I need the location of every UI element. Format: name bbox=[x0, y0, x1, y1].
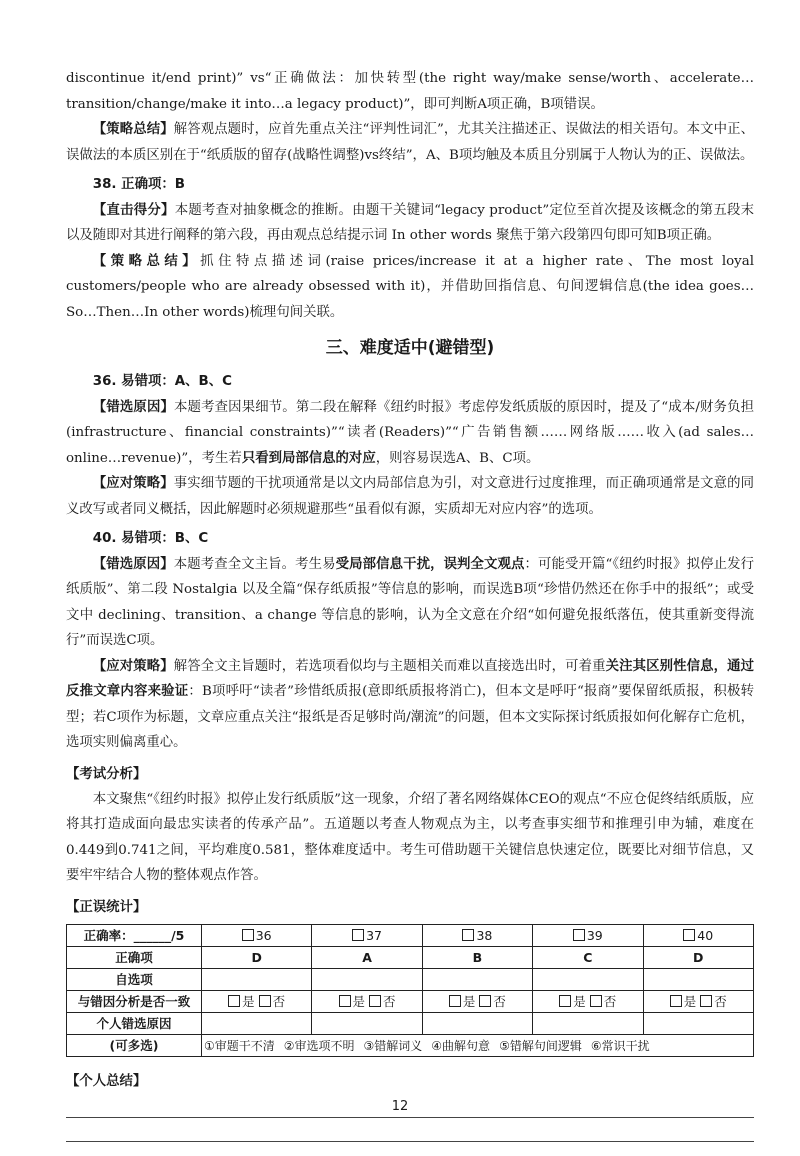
reason-blank-cell[interactable] bbox=[312, 1012, 422, 1034]
table-row bbox=[67, 946, 754, 968]
yes-no-cell[interactable]: 是 否 bbox=[312, 990, 422, 1012]
response-strategy-text-end: ：B项呼吁“读者”珍惜纸质报(意即纸质报将消亡)，但本文是呼吁“报商”要保留纸质报，积极转型；若C项作为标题，文章应重点关注“报纸是否足够时尚/潮流”的问题，但本文实际探讨纸质报如何化解存亡危机，选项实则偏离重心。 bbox=[66, 684, 755, 750]
self-choice-cell[interactable] bbox=[422, 968, 532, 990]
wrong-reason-text-end: ：可能受开篇“《纽约时报》拟停止发行纸质版”、第二段 Nostalgia 以及全篇“保存纸质报”等信息的影响，而误选B项“珍惜仍然还在你手中的报纸”；或受文中 declining、transition、a change 等信息的影响，认为全文意在介绍“如何避免报纸落伍，使其重新变得流行”而误选C项。 bbox=[66, 556, 755, 648]
page-number: 12 bbox=[391, 1099, 409, 1114]
checkbox-icon[interactable] bbox=[559, 995, 571, 1007]
checkbox-icon[interactable] bbox=[449, 995, 461, 1007]
wrong-reason-bold: 受局部信息干扰，误判全文观点 bbox=[335, 556, 525, 572]
table-row bbox=[67, 924, 754, 946]
checkbox-icon[interactable] bbox=[339, 995, 351, 1007]
yes-no-cell[interactable]: 是 否 bbox=[422, 990, 532, 1012]
wrong-reason-text: 本题考查因果细节。第二段在解释《纽约时报》考虑停发纸质版的原因时，提及了“成本/财务负担(infrastructure、financial constraints)”“读者(Readers)”“广告销售额……网络版……收入(ad sales…online…revenue)”，考生若 bbox=[66, 399, 755, 466]
q36-strategy-paragraph bbox=[66, 471, 754, 522]
correct-label: 正确项 bbox=[67, 946, 202, 968]
section-title: 三、难度适中(避错型) bbox=[325, 338, 495, 358]
page-content bbox=[66, 66, 754, 1142]
q38-strategy-paragraph bbox=[66, 249, 754, 326]
wrong-reason-bold: 只看到局部信息的对应 bbox=[241, 450, 376, 466]
checkbox-icon[interactable] bbox=[369, 995, 381, 1007]
q38-heading: 38. 正确项：B bbox=[92, 177, 185, 192]
checkbox-icon[interactable] bbox=[700, 995, 712, 1007]
exam-analysis-paragraph: 本文聚焦“《纽约时报》拟停止发行纸质版”这一现象，介绍了著名网络媒体CEO的观点“不应仓促终结纸质版，应将其打造成面向最忠实读者的传承产品”。五道题以考查人物观点为主，以考查事实细节和推理引申为辅，难度在0.449到0.741之间，平均难度0.581，整体难度适中。考生可借助题干关键信息快速定位，既要比对细节信息，又要牢牢结合人物的整体观点作答。 bbox=[66, 791, 754, 883]
response-strategy-tag: 【应对策略】 bbox=[92, 658, 174, 674]
reason-option[interactable]: ④曲解句意 bbox=[431, 1038, 491, 1053]
strategy-tag: 【策略总结】 bbox=[92, 122, 174, 137]
summary-line[interactable] bbox=[66, 1141, 754, 1142]
reason-blank-cell[interactable] bbox=[202, 1012, 312, 1034]
checkbox-icon[interactable] bbox=[590, 995, 602, 1007]
strategy-text: 抓住特点描述词(raise prices/increase it at a higher rate、The most loyal customers/people who are already obsessed with it)，并借助回指信息、句间逻辑信息(the idea goes…So…Then…In other words)梳理句间关联。 bbox=[66, 253, 754, 320]
answer-cell: C bbox=[533, 946, 643, 968]
checkbox-icon[interactable] bbox=[683, 929, 695, 941]
self-choice-cell[interactable] bbox=[202, 968, 312, 990]
multi-select-label: (可多选) bbox=[67, 1034, 202, 1056]
checkbox-icon[interactable] bbox=[228, 995, 240, 1007]
stats-table bbox=[66, 924, 754, 1057]
reason-option[interactable]: ③错解词义 bbox=[363, 1038, 423, 1053]
rate-label[interactable]: 正确率：______/5 bbox=[67, 924, 202, 946]
answer-cell: A bbox=[312, 946, 422, 968]
summary-line[interactable] bbox=[66, 1117, 754, 1118]
checkbox-icon[interactable] bbox=[352, 929, 364, 941]
exam-analysis-heading: 【考试分析】 bbox=[66, 766, 147, 782]
consistency-label: 与错因分析是否一致 bbox=[67, 990, 202, 1012]
wrong-reason-text-end: ，则容易误选A、B、C项。 bbox=[375, 450, 540, 466]
response-strategy-tag: 【应对策略】 bbox=[92, 476, 174, 491]
q36-reason-paragraph bbox=[66, 395, 754, 472]
direct-score-text: 本题考查对抽象概念的推断。由题干关键词“legacy product”定位至首次提及该概念的第五段末以及随即对其进行阐释的第六段，再由观点总结提示词 In other words 聚焦于第六段第四句即可知B项正确。 bbox=[66, 202, 755, 243]
table-row bbox=[67, 990, 754, 1012]
q37-strategy-paragraph bbox=[66, 117, 754, 168]
wrong-reason-tag: 【错选原因】 bbox=[92, 556, 174, 572]
self-choice-cell[interactable] bbox=[533, 968, 643, 990]
reasons-list bbox=[202, 1034, 754, 1056]
q40-strategy-paragraph bbox=[66, 654, 754, 756]
response-strategy-bold: 关注其区别性信息，通过反推文章内容来验证 bbox=[66, 658, 755, 699]
yes-no-cell[interactable]: 是 否 bbox=[533, 990, 643, 1012]
yes-no-cell[interactable]: 是 否 bbox=[202, 990, 312, 1012]
question-checkbox-cell[interactable]: 36 bbox=[202, 924, 312, 946]
q40-heading: 40. 易错项：B、C bbox=[92, 531, 209, 546]
question-checkbox-cell[interactable]: 40 bbox=[643, 924, 754, 946]
checkbox-icon[interactable] bbox=[259, 995, 271, 1007]
checkbox-icon[interactable] bbox=[242, 929, 254, 941]
reason-label: 个人错选原因 bbox=[67, 1012, 202, 1034]
reason-option[interactable]: ②审选项不明 bbox=[283, 1038, 355, 1053]
strategy-text: 解答观点题时，应首先重点关注“评判性词汇”，尤其关注描述正、误做法的相关语句。本文中正、误做法的本质区别在于“纸质版的留存(战略性调整)vs终结”，A、B项均触及本质且分别属于人物认为的正、误做法。 bbox=[66, 122, 754, 163]
answer-cell: D bbox=[643, 946, 754, 968]
checkbox-icon[interactable] bbox=[462, 929, 474, 941]
response-strategy-text: 事实细节题的干扰项通常是以文内局部信息为引，对文意进行过度推理，而正确项通常是文意的同义改写或者同义概括，因此解题时必须规避那些“虽看似有源，实质却无对应内容”的选项。 bbox=[66, 476, 755, 517]
reason-option[interactable]: ⑥常识干扰 bbox=[590, 1038, 650, 1053]
q40-reason-paragraph bbox=[66, 552, 754, 654]
reason-option[interactable]: ⑤错解句间逻辑 bbox=[499, 1038, 582, 1053]
reason-blank-cell[interactable] bbox=[422, 1012, 532, 1034]
question-checkbox-cell[interactable]: 38 bbox=[422, 924, 532, 946]
table-row bbox=[67, 968, 754, 990]
answer-cell: B bbox=[422, 946, 532, 968]
q36-heading: 36. 易错项：A、B、C bbox=[92, 374, 232, 389]
q38-direct-paragraph bbox=[66, 198, 754, 249]
checkbox-icon[interactable] bbox=[670, 995, 682, 1007]
response-strategy-text: 解答全文主旨题时，若选项看似均与主题相关而难以直接选出时，可着重 bbox=[173, 658, 606, 674]
question-checkbox-cell[interactable]: 37 bbox=[312, 924, 422, 946]
stats-heading: 【正误统计】 bbox=[66, 899, 147, 915]
reason-option[interactable]: ①审题干不清 bbox=[204, 1038, 275, 1053]
reason-blank-cell[interactable] bbox=[643, 1012, 754, 1034]
intro-paragraph: discontinue it/end print)” vs“正确做法：加快转型(the right way/make sense/worth、accelerate…transition/change/make it into…a legacy product)”，即可判断A项正确，B项错误。 bbox=[66, 71, 754, 112]
self-choice-cell[interactable] bbox=[312, 968, 422, 990]
self-choice-label: 自选项 bbox=[67, 968, 202, 990]
checkbox-icon[interactable] bbox=[573, 929, 585, 941]
strategy-tag: 【策略总结】 bbox=[92, 253, 201, 269]
checkbox-icon[interactable] bbox=[479, 995, 491, 1007]
table-row bbox=[67, 1012, 754, 1034]
wrong-reason-tag: 【错选原因】 bbox=[92, 399, 175, 415]
personal-summary-heading: 【个人总结】 bbox=[66, 1073, 147, 1089]
self-choice-cell[interactable] bbox=[643, 968, 754, 990]
wrong-reason-text: 本题考查全文主旨。考生易 bbox=[173, 556, 336, 572]
yes-no-cell[interactable]: 是 否 bbox=[643, 990, 754, 1012]
answer-cell: D bbox=[202, 946, 312, 968]
question-checkbox-cell[interactable]: 39 bbox=[533, 924, 643, 946]
reason-blank-cell[interactable] bbox=[533, 1012, 643, 1034]
direct-score-tag: 【直击得分】 bbox=[92, 202, 175, 218]
table-row bbox=[67, 1034, 754, 1056]
